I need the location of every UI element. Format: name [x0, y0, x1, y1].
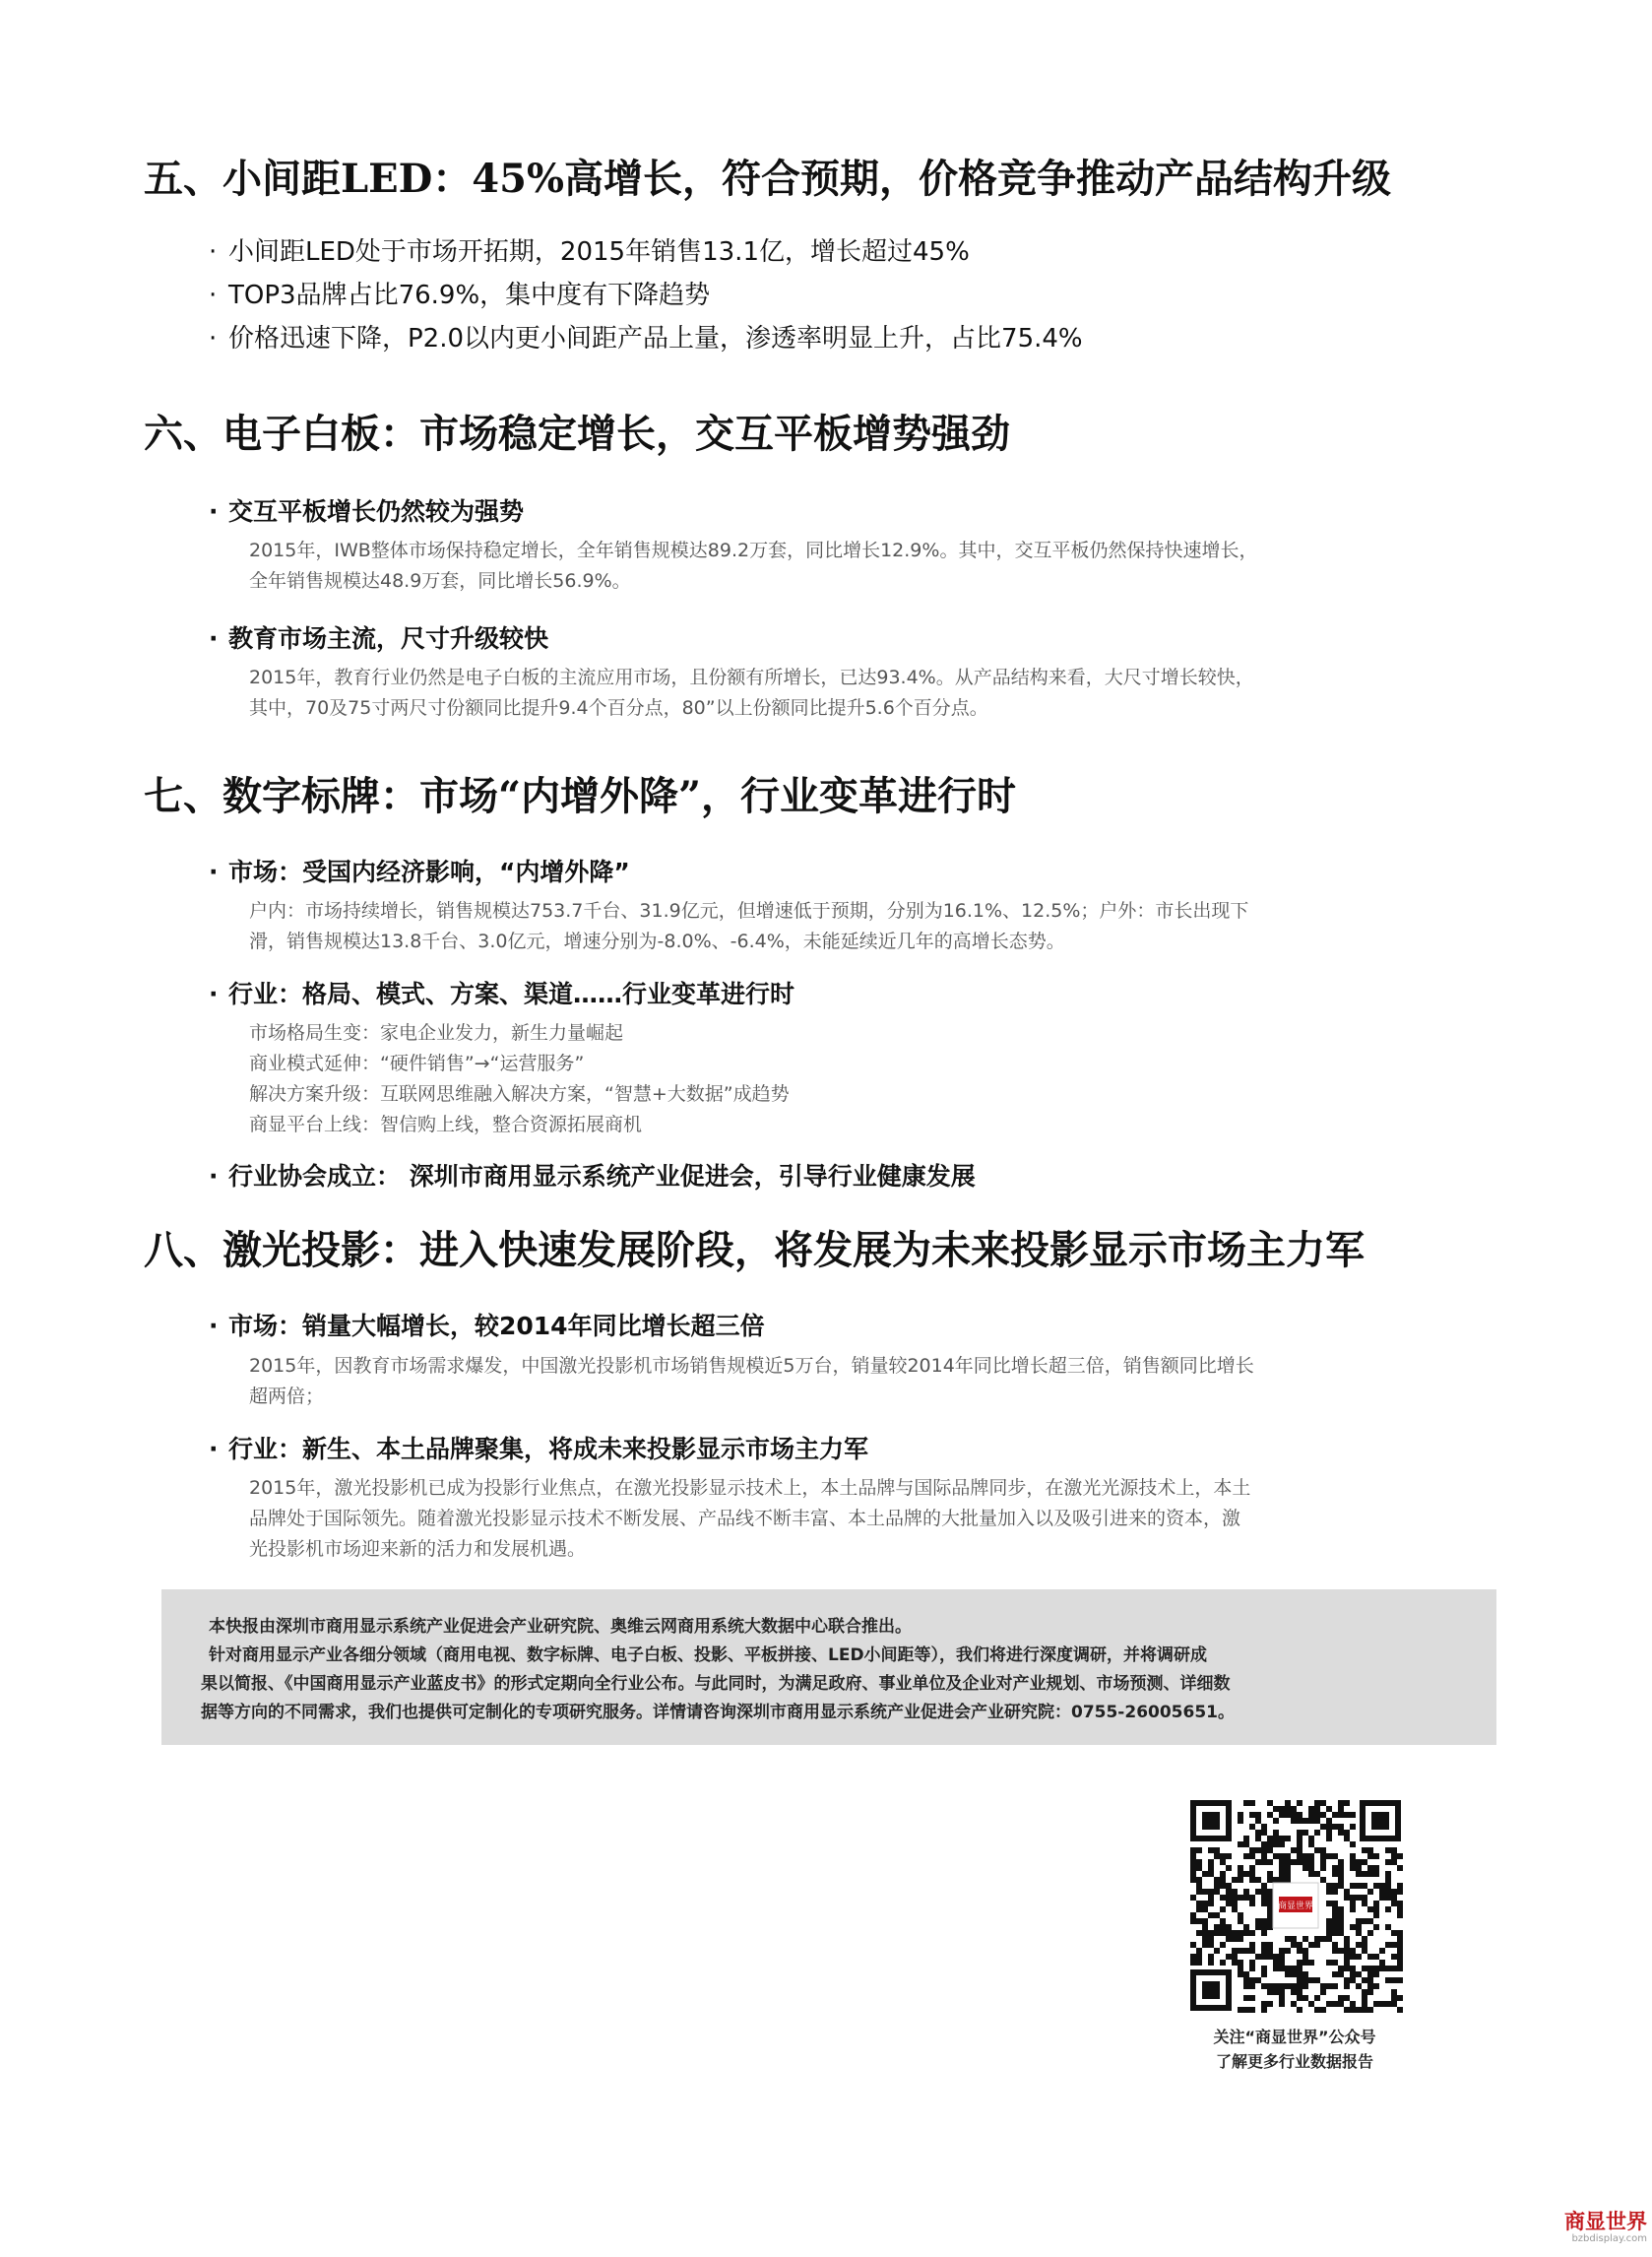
section-title-signage: 七、数字标牌：市场“内增外降”，行业变革进行时	[144, 773, 1017, 819]
body-line: 2015年，激光投影机已成为投影行业焦点，在激光投影显示技术上，本土品牌与国际品牌同步，在激光光源技术上，本土	[249, 1477, 1251, 1499]
bullet-laser-2: · 行业：新生、本土品牌聚集，将成未来投影显示市场主力军	[228, 1430, 868, 1469]
body-signage-2	[249, 1018, 1490, 1140]
body-laser-1	[249, 1351, 1490, 1412]
body-line: 市场格局生变：家电企业发力，新生力量崛起	[249, 1022, 624, 1044]
body-line: 2015年，因教育市场需求爆发，中国激光投影机市场销售规模近5万台，销量较2014年同比增长超三倍，销售额同比增长	[249, 1355, 1254, 1377]
footer-text	[201, 1613, 1456, 1727]
bullet-signage-2: · 行业：格局、模式、方案、渠道……行业变革进行时	[228, 975, 794, 1014]
brand-name: 商显世界	[1564, 2210, 1647, 2233]
qr-caption-line-2: 了解更多行业数据报告	[1215, 2052, 1373, 2071]
body-line: 户内：市场持续增长，销售规模达753.7千台、31.9亿元，但增速低于预期，分别为16.1%、12.5%；户外：市长出现下	[249, 900, 1249, 922]
body-line: 光投影机市场迎来新的活力和发展机遇。	[249, 1538, 587, 1560]
bullet-whiteboard-2: · 教育市场主流，尺寸升级较快	[228, 619, 548, 659]
bullet-signage-3: · 行业协会成立： 深圳市商用显示系统产业促进会，引导行业健康发展	[228, 1157, 976, 1196]
bullet-led-1: · 小间距LED处于市场开拓期，2015年销售13.1亿，增长超过45%	[228, 232, 970, 272]
bullet-laser-1: · 市场：销量大幅增长，较2014年同比增长超三倍	[228, 1307, 765, 1346]
qr-center-label: 商显世界	[1277, 1902, 1314, 1911]
qr-caption	[1132, 2025, 1457, 2074]
body-line: 其中，70及75寸两尺寸份额同比提升9.4个百分点，80”以上份额同比提升5.6个百分点。	[249, 697, 988, 719]
body-whiteboard-1	[249, 536, 1490, 597]
body-line: 品牌处于国际领先。随着激光投影显示技术不断发展、产品线不断丰富、本土品牌的大批量加入以及吸引进来的资本，激	[249, 1508, 1241, 1529]
footer-info-box	[161, 1589, 1496, 1745]
body-line: 商显平台上线：智信购上线，整合资源拓展商机	[249, 1114, 643, 1135]
body-whiteboard-2	[249, 663, 1490, 724]
body-signage-1	[249, 896, 1490, 957]
body-line: 2015年，教育行业仍然是电子白板的主流应用市场，且份额有所增长，已达93.4%。从产品结构来看，大尺寸增长较快，	[249, 667, 1254, 688]
body-line: 全年销售规模达48.9万套，同比增长56.9%。	[249, 570, 631, 592]
footer-line-4: 据等方向的不同需求，我们也提供可定制化的专项研究服务。详情请咨询深圳市商用显示系统产业促进会产业研究院：0755-26005651。	[201, 1703, 1235, 1722]
body-laser-2	[249, 1473, 1490, 1565]
footer-line-3: 果以简报、《中国商用显示产业蓝皮书》的形式定期向全行业公布。与此同时，为满足政府、事业单位及企业对产业规划、市场预测、详细数	[201, 1674, 1231, 1694]
brand-url: bzbdisplay.com	[1571, 2233, 1647, 2244]
bullet-signage-1: · 市场：受国内经济影响，“内增外降”	[228, 853, 630, 892]
footer-line-2: 针对商用显示产业各细分领域（商用电视、数字标牌、电子白板、投影、平板拼接、LED小间距等），我们将进行深度调研，并将调研成	[209, 1645, 1208, 1665]
bullet-led-2: · TOP3品牌占比76.9%，集中度有下降趋势	[228, 276, 710, 315]
body-line: 商业模式延伸：“硬件销售”→“运营服务”	[249, 1053, 585, 1074]
qr-code-icon	[1188, 1798, 1403, 2013]
qr-caption-line-1: 关注“商显世界”公众号	[1213, 2028, 1376, 2046]
section-title-laser: 八、激光投影：进入快速发展阶段，将发展为未来投影显示市场主力军	[144, 1227, 1365, 1273]
body-line: 滑，销售规模达13.8千台、3.0亿元，增速分别为-8.0%、-6.4%，未能延续近几年的高增长态势。	[249, 931, 1065, 952]
footer-line-1: 本快报由深圳市商用显示系统产业促进会产业研究院、奥维云网商用系统大数据中心联合推出。	[209, 1617, 912, 1637]
body-line: 超两倍；	[249, 1386, 325, 1407]
brand-logo	[1563, 2210, 1647, 2245]
bullet-led-3: · 价格迅速下降，P2.0以内更小间距产品上量，渗透率明显上升，占比75.4%	[228, 319, 1083, 358]
bullet-whiteboard-1: · 交互平板增长仍然较为强势	[228, 492, 524, 532]
section-title-led: 五、小间距LED：45%高增长，符合预期，价格竞争推动产品结构升级	[144, 156, 1391, 202]
body-line: 解决方案升级：互联网思维融入解决方案，“智慧+大数据”成趋势	[249, 1083, 790, 1105]
body-line: 2015年，IWB整体市场保持稳定增长，全年销售规模达89.2万套，同比增长12.9%。其中，交互平板仍然保持快速增长，	[249, 540, 1258, 561]
section-title-whiteboard: 六、电子白板：市场稳定增长，交互平板增势强劲	[144, 411, 1010, 457]
